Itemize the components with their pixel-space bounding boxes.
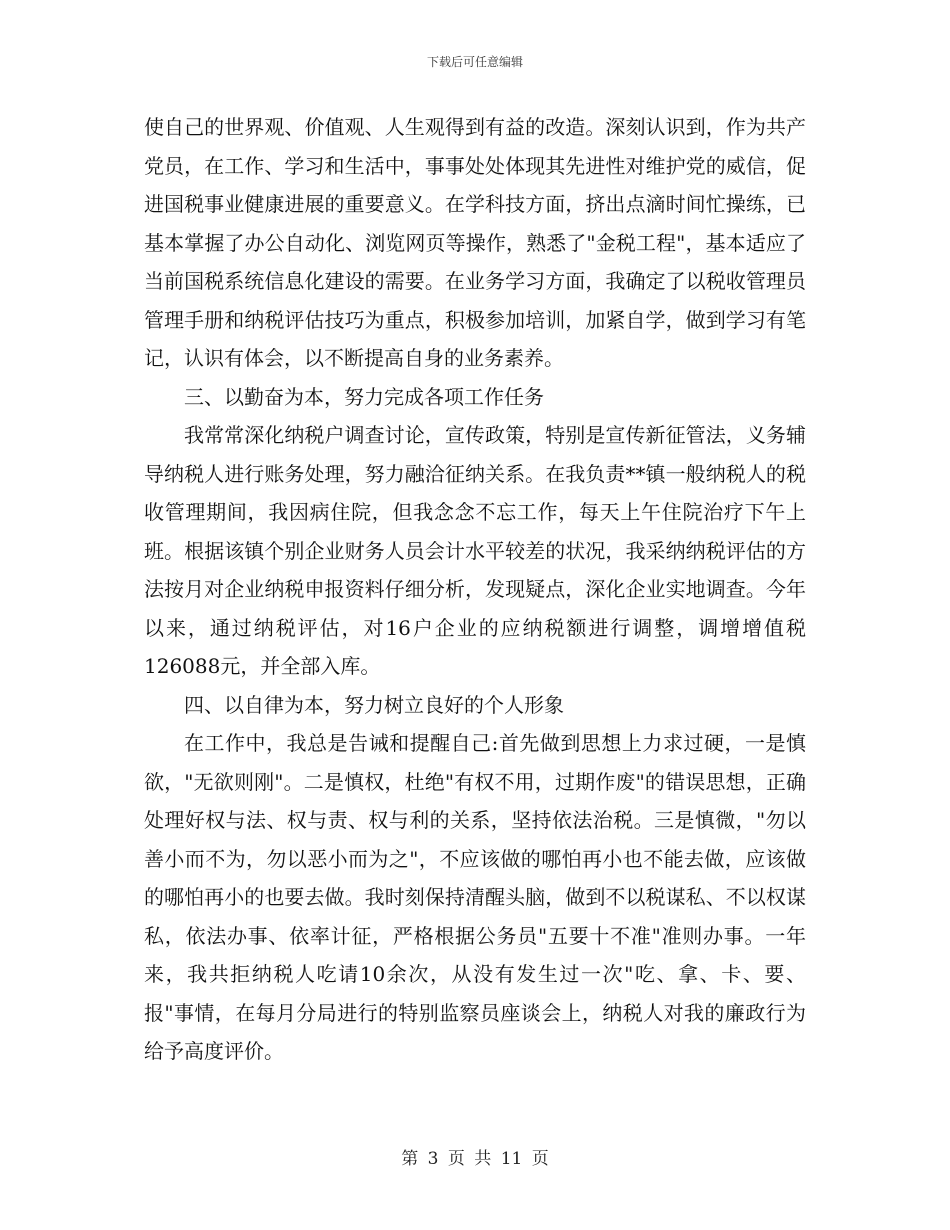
section-heading-4: 四、以自律为本，努力树立良好的个人形象: [184, 692, 564, 717]
body-paragraph-2: 我常常深化纳税户调查讨论，宣传政策，特别是宣传新征管法，义务辅导纳税人进行账务处理，努力融洽征纳关系。在我负责**镇一般纳税人的税收管理期间，我因病住院，但我念念不忘工作，每天上午住院治疗下午上班。根据该镇个别企业财务人员会计水平较差的状况，我采纳纳税评估的方法按月对企业纳税申报资料仔细分析，发现疑点，深化企业实地调查。今年以来，通过纳税评估，对16户企业的应纳税额进行调整，调增增值税126088元，并全部入库。: [144, 423, 806, 678]
page-header-note: 下载后可任意编辑: [426, 55, 523, 69]
page-number-footer: 第 3 页 共 11 页: [401, 1149, 549, 1169]
section-heading-3: 三、以勤奋为本，努力完成各项工作任务: [184, 384, 544, 409]
body-paragraph-3: 在工作中，我总是告诫和提醒自己:首先做到思想上力求过硬，一是慎欲，"无欲则刚"。二是慎权，杜绝"有权不用，过期作废"的错误思想，正确处理好权与法、权与责、权与利的关系，坚持依法治税。三是慎微，"勿以善小而不为，勿以恶小而为之"，不应该做的哪怕再小也不能去做，应该做的哪怕再小的也要去做。我时刻保持清醒头脑，做到不以税谋私、不以权谋私，依法办事、依率计征，严格根据公务员"五要十不准"准则办事。一年来，我共拒纳税人吃请10余次，从没有发生过一次"吃、拿、卡、要、报"事情，在每月分局进行的特别监察员座谈会上，纳税人对我的廉政行为给予高度评价。: [144, 731, 806, 1063]
document-body: [144, 108, 806, 1071]
body-paragraph-1: 使自己的世界观、价值观、人生观得到有益的改造。深刻认识到，作为共产党员，在工作、学习和生活中，事事处处体现其先进性对维护党的威信，促进国税事业健康进展的重要意义。在学科技方面，挤出点滴时间忙操练，已基本掌握了办公自动化、浏览网页等操作，熟悉了"金税工程"，基本适应了当前国税系统信息化建设的需要。在业务学习方面，我确定了以税收管理员管理手册和纳税评估技巧为重点，积极参加培训，加紧自学，做到学习有笔记，认识有体会，以不断提高自身的业务素养。: [144, 115, 806, 370]
